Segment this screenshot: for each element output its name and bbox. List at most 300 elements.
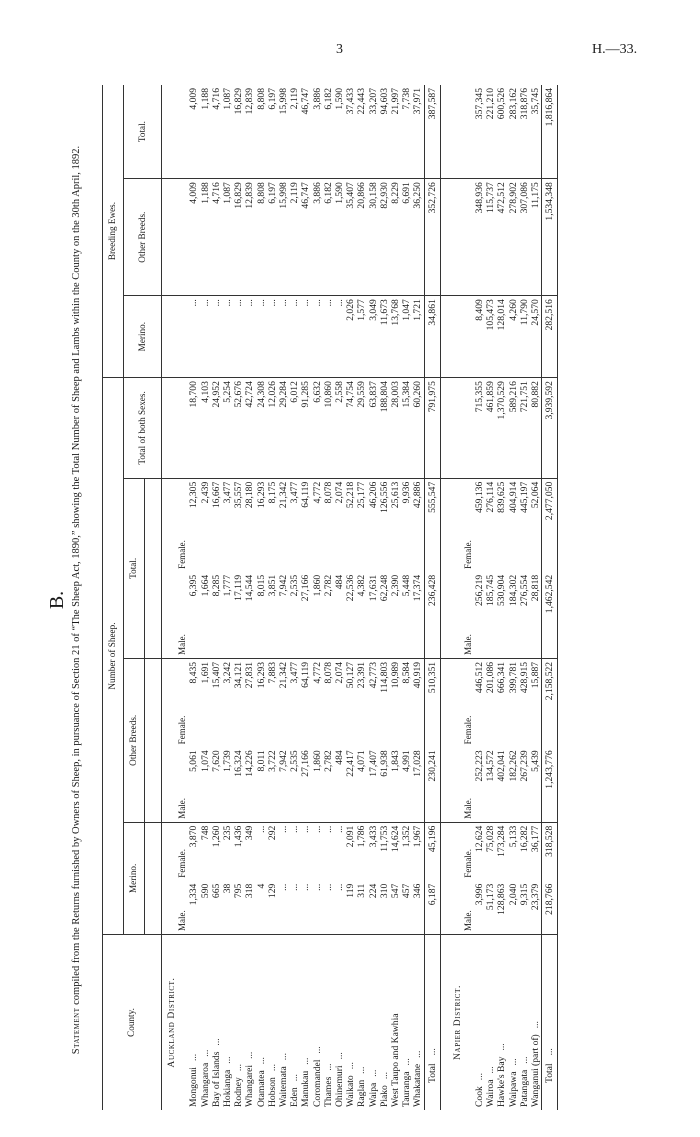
- cell-mm: 224: [368, 881, 379, 935]
- county-name: Waitemata: [278, 1066, 290, 1107]
- leader-dots: ...: [507, 1058, 519, 1066]
- cell-om: 252,223: [474, 747, 485, 822]
- table-row: [289, 85, 300, 1110]
- table-row: [334, 85, 345, 1110]
- cell-mf: 1,436: [233, 825, 245, 848]
- cell-tm: 17,374: [412, 572, 424, 659]
- leader-dots: ...: [199, 1049, 211, 1057]
- cell-tf: 126,556: [378, 481, 390, 513]
- cell-of: 50,127: [345, 661, 357, 689]
- county-name-cell: [390, 935, 401, 1111]
- total-mf: 45,196: [424, 822, 440, 881]
- cell-mm: 2,040: [508, 881, 519, 935]
- county-name-cell: [188, 935, 199, 1111]
- cell-mf: 16,282: [518, 825, 530, 853]
- merino-header: Merino.: [124, 822, 145, 934]
- cell-om: 16,324: [233, 747, 244, 822]
- cell-tb: 18,700: [188, 378, 199, 479]
- cell-mf: 235: [222, 825, 234, 841]
- cell-bt: 3,886: [312, 85, 323, 179]
- table-row: [530, 85, 542, 1110]
- cell-om: 402,041: [496, 747, 507, 822]
- total-tm: 236,428: [424, 572, 440, 659]
- cell-bt: 1,188: [200, 85, 211, 179]
- cell-mf: 1,260: [210, 825, 222, 848]
- total-label: Total: [426, 1063, 438, 1083]
- cell-bm: ...: [256, 296, 267, 378]
- cell-tm: 256,219: [474, 572, 485, 659]
- cell-mf: 1,786: [356, 825, 368, 848]
- cell-bt: 46,747: [300, 85, 311, 179]
- leader-dots: ...: [255, 1057, 267, 1065]
- cell-mm: ...: [323, 881, 334, 935]
- county-name-cell: [334, 935, 345, 1111]
- leader-dots: ...: [367, 1069, 379, 1077]
- district-heading-row: [162, 85, 178, 1110]
- cell-tm: 5,448: [401, 572, 412, 659]
- cell-mm: 51,173: [485, 881, 496, 935]
- cell-tm: 2,390: [390, 572, 401, 659]
- cell-bt: 318,876: [519, 85, 530, 179]
- county-name-cell: [496, 935, 507, 1111]
- leader-dots: ...: [530, 1021, 542, 1029]
- county-name-cell: [312, 935, 323, 1111]
- table-row: [200, 85, 211, 1110]
- cell-tf: 52,218: [345, 481, 357, 509]
- cell-of: 15,407: [210, 661, 222, 689]
- leader-dots: ...: [278, 1053, 290, 1061]
- cell-om: 1,739: [222, 747, 233, 822]
- cell-bt: 283,162: [508, 85, 519, 179]
- cell-mm: ...: [312, 881, 323, 935]
- cell-bt: 8,808: [256, 85, 267, 179]
- total-mm: 6,187: [424, 881, 440, 935]
- cell-bo: 278,902: [508, 179, 519, 296]
- cell-of: 399,781: [507, 661, 519, 694]
- cell-bo: 307,086: [519, 179, 530, 296]
- cell-bo: 4,716: [211, 179, 222, 296]
- table-row: [474, 85, 485, 1110]
- county-name: Coromandel: [311, 1059, 323, 1107]
- cell-bm: ...: [300, 296, 311, 378]
- cell-bt: 6,182: [323, 85, 334, 179]
- cell-tm: 276,554: [519, 572, 530, 659]
- cell-om: 1,843: [390, 747, 401, 822]
- total-label-cell: [542, 935, 558, 1111]
- county-name: Thames: [322, 1076, 334, 1107]
- total-mf: 318,528: [542, 822, 558, 881]
- total-bt: 1,816,864: [542, 85, 558, 179]
- cell-tm: 3,851: [267, 572, 278, 659]
- cell-tf: 52,064: [530, 481, 542, 509]
- male-label: Male.: [463, 747, 474, 822]
- cell-mf: ...: [255, 825, 267, 833]
- county-name: Manukau: [300, 1070, 312, 1107]
- cell-tf: 3,477: [289, 481, 301, 504]
- county-name-cell: [508, 935, 519, 1111]
- cell-bm: 2,026: [345, 296, 356, 378]
- leader-dots: ...: [378, 1071, 390, 1080]
- cell-tf: 46,206: [367, 481, 379, 509]
- cell-bm: 13,768: [390, 296, 401, 378]
- table-row: [412, 85, 424, 1110]
- cell-bm: ...: [188, 296, 199, 378]
- total-tb: 791,975: [424, 378, 440, 479]
- total-tb: 3,939,592: [542, 378, 558, 479]
- cell-tb: 24,952: [211, 378, 222, 479]
- cell-bm: 128,014: [496, 296, 507, 378]
- cell-om: 5,439: [530, 747, 542, 822]
- leader-dots: ...: [401, 1058, 413, 1066]
- cell-bt: 1,087: [222, 85, 233, 179]
- cell-tm: 1,860: [312, 572, 323, 659]
- female-label: Female.: [462, 848, 473, 878]
- county-name: Whangaroa: [199, 1062, 211, 1107]
- cell-bo: 1,188: [200, 179, 211, 296]
- county-name-cell: [256, 935, 267, 1111]
- table-row: [233, 85, 244, 1110]
- cell-mm: 1,334: [188, 881, 199, 935]
- table-row: [300, 85, 311, 1110]
- cell-tb: 6,632: [312, 378, 323, 479]
- county-name-cell: [345, 935, 356, 1111]
- cell-bt: 16,829: [233, 85, 244, 179]
- cell-of: 8,435: [188, 661, 200, 684]
- cell-tf: 8,078: [322, 481, 334, 504]
- county-name-cell: [233, 935, 244, 1111]
- spacer-row: [440, 85, 448, 1110]
- ewes-total-header: Total.: [124, 85, 162, 179]
- cell-of: 15,887: [530, 661, 542, 689]
- cell-tm: 8,285: [211, 572, 222, 659]
- rotated-table-area: [40, 80, 700, 1107]
- sex-label-row: [177, 85, 188, 1110]
- cell-tm: 17,631: [368, 572, 379, 659]
- cell-bm: 105,473: [485, 296, 496, 378]
- cell-mm: 128,863: [496, 881, 507, 935]
- cell-tm: 530,904: [496, 572, 507, 659]
- county-name-cell: [267, 935, 278, 1111]
- cell-mm: 346: [412, 881, 424, 935]
- cell-tm: 27,166: [300, 572, 311, 659]
- cell-bm: ...: [278, 296, 289, 378]
- total-bt: 387,587: [424, 85, 440, 179]
- county-name: Whangarei: [244, 1064, 256, 1107]
- cell-mm: ...: [300, 881, 311, 935]
- female-label: Female.: [462, 540, 473, 569]
- cell-bo: 20,866: [356, 179, 367, 296]
- county-name-cell: [244, 935, 255, 1111]
- table-row: [519, 85, 530, 1110]
- leader-dots: ...: [222, 1056, 234, 1064]
- county-name: Hokianga: [222, 1069, 234, 1107]
- table-row: [508, 85, 519, 1110]
- cell-of: 64,119: [300, 661, 312, 688]
- county-header: County.: [103, 935, 162, 1111]
- cell-mf: ...: [278, 825, 290, 833]
- cell-of: 446,512: [474, 661, 486, 694]
- male-label: Male.: [177, 572, 188, 659]
- county-name: Wanganui (part of): [530, 1034, 542, 1107]
- total-bo: 352,726: [424, 179, 440, 296]
- total-both-sexes-header: Total of both Sexes.: [124, 378, 162, 479]
- cell-tf: 2,439: [199, 481, 211, 504]
- document-code: H.—33.: [592, 42, 638, 57]
- statement-lead: Statement: [71, 1007, 82, 1055]
- cell-bo: 82,930: [379, 179, 390, 296]
- cell-mm: 665: [211, 881, 222, 935]
- cell-bo: 1,087: [222, 179, 233, 296]
- cell-bt: 357,345: [474, 85, 485, 179]
- leader-dots: ...: [233, 1063, 245, 1072]
- county-name-cell: [200, 935, 211, 1111]
- cell-tf: 404,914: [507, 481, 519, 513]
- cell-bm: 1,721: [412, 296, 424, 378]
- cell-of: 1,691: [199, 661, 211, 684]
- county-name: West Taupo and Kawhia: [390, 1013, 402, 1107]
- cell-bm: 24,570: [530, 296, 542, 378]
- cell-tf: 25,177: [356, 481, 368, 509]
- county-name-cell: [289, 935, 300, 1111]
- cell-bt: 35,745: [530, 85, 542, 179]
- cell-tf: 459,136: [474, 481, 486, 513]
- leader-dots: ...: [210, 1038, 222, 1046]
- cell-bo: 1,590: [334, 179, 345, 296]
- county-name: Wairoa: [485, 1079, 497, 1107]
- cell-mf: 36,177: [530, 825, 542, 853]
- cell-bo: 12,839: [244, 179, 255, 296]
- cell-tb: 10,860: [323, 378, 334, 479]
- cell-mm: 310: [379, 881, 390, 935]
- female-label: Female.: [177, 540, 188, 569]
- table-row: [323, 85, 334, 1110]
- cell-tb: 42,724: [244, 378, 255, 479]
- cell-bo: 6,182: [323, 179, 334, 296]
- cell-tb: 4,103: [200, 378, 211, 479]
- cell-bm: ...: [233, 296, 244, 378]
- cell-tf: 25,613: [390, 481, 402, 509]
- cell-mf: 748: [199, 825, 211, 841]
- sex-label-row: [463, 85, 474, 1110]
- county-name: Rodney: [233, 1077, 245, 1107]
- cell-bo: 36,250: [412, 179, 424, 296]
- cell-bo: 30,158: [368, 179, 379, 296]
- county-name: Patangata: [518, 1069, 530, 1107]
- cell-mf: 2,091: [345, 825, 357, 848]
- cell-mm: 9,315: [519, 881, 530, 935]
- county-name: Eden: [289, 1087, 301, 1107]
- cell-mm: 129: [267, 881, 278, 935]
- cell-tm: 2,535: [289, 572, 300, 659]
- cell-om: 2,535: [289, 747, 300, 822]
- number-of-sheep-header: Number of Sheep.: [103, 378, 124, 935]
- sheep-table: [102, 85, 558, 1110]
- cell-mf: 3,433: [367, 825, 379, 848]
- cell-mm: 38: [222, 881, 233, 935]
- cell-tb: 461,859: [485, 378, 496, 479]
- table-letter: B.: [46, 590, 68, 610]
- cell-tf: 21,342: [278, 481, 290, 509]
- cell-bo: 115,737: [485, 179, 496, 296]
- male-label: Male.: [463, 881, 474, 935]
- cell-mf: 173,284: [496, 825, 508, 857]
- leader-dots: ...: [356, 1066, 368, 1074]
- total-bo: 1,534,348: [542, 179, 558, 296]
- cell-bo: 35,407: [345, 179, 356, 296]
- county-name: Hobson: [266, 1077, 278, 1107]
- table-row: [256, 85, 267, 1110]
- leader-dots: ...: [412, 1050, 424, 1058]
- cell-bt: 6,197: [267, 85, 278, 179]
- leader-dots: ...: [426, 1048, 438, 1056]
- cell-tb: 74,754: [345, 378, 356, 479]
- cell-mm: 590: [200, 881, 211, 935]
- cell-bo: 8,229: [390, 179, 401, 296]
- total-label-cell: [424, 935, 440, 1111]
- cell-om: 8,011: [256, 747, 267, 822]
- cell-tf: 28,180: [244, 481, 256, 509]
- leader-dots: ...: [300, 1057, 312, 1065]
- table-row: [211, 85, 222, 1110]
- total-of: 510,351: [424, 658, 440, 747]
- county-name-cell: [356, 935, 367, 1111]
- cell-tm: 2,782: [323, 572, 334, 659]
- total-tm: 1,462,542: [542, 572, 558, 659]
- total-tf: 2,477,050: [542, 478, 558, 572]
- leader-dots: ...: [345, 1062, 357, 1070]
- leader-dots: ...: [188, 1053, 200, 1062]
- page-number: 3: [336, 42, 343, 57]
- cell-tb: 24,308: [256, 378, 267, 479]
- table-row: [345, 85, 356, 1110]
- county-name: Raglan: [356, 1079, 368, 1107]
- cell-bm: 3,049: [368, 296, 379, 378]
- county-name: Whakatane: [412, 1063, 424, 1107]
- cell-bm: ...: [244, 296, 255, 378]
- cell-tm: 28,818: [530, 572, 542, 659]
- cell-om: 3,722: [267, 747, 278, 822]
- table-row: [390, 85, 401, 1110]
- leader-dots: ...: [289, 1074, 301, 1082]
- cell-mf: 14,624: [390, 825, 402, 853]
- cell-tb: 29,284: [278, 378, 289, 479]
- cell-of: 8,584: [401, 661, 413, 684]
- cell-om: 4,071: [356, 747, 367, 822]
- cell-mm: 457: [401, 881, 412, 935]
- cell-of: 21,342: [278, 661, 290, 689]
- cell-bo: 4,009: [188, 179, 199, 296]
- table-row: [401, 85, 412, 1110]
- cell-bm: ...: [211, 296, 222, 378]
- cell-bm: ...: [323, 296, 334, 378]
- cell-bm: ...: [267, 296, 278, 378]
- cell-tm: 7,942: [278, 572, 289, 659]
- leader-dots: ...: [544, 1048, 556, 1056]
- cell-of: 114,803: [378, 661, 390, 693]
- cell-bo: 15,998: [278, 179, 289, 296]
- leader-dots: ...: [322, 1063, 334, 1071]
- cell-bt: 4,009: [188, 85, 199, 179]
- cell-om: 182,262: [508, 747, 519, 822]
- cell-tf: 839,625: [496, 481, 508, 513]
- cell-om: 4,991: [401, 747, 412, 822]
- county-name-cell: [222, 935, 233, 1111]
- statement-heading: [70, 90, 83, 1110]
- county-name: Ohinemuri: [334, 1065, 346, 1107]
- total-header: Total.: [124, 478, 145, 658]
- statement-text: compiled from the Returns furnished by Owners of Sheep, in pursuance of Section 21 of “The Sheep Act, 1890,” showing the Total Number of Sheep and Lambs within the County on the 30th April, 1892.: [71, 145, 82, 1005]
- cell-mm: ...: [334, 881, 345, 935]
- table-row: [278, 85, 289, 1110]
- table-row: [485, 85, 496, 1110]
- cell-bm: 4,260: [508, 296, 519, 378]
- other-breeds-header: Other Breeds.: [124, 658, 145, 822]
- female-label: Female.: [462, 715, 473, 745]
- cell-mm: ...: [289, 881, 300, 935]
- cell-of: 27,831: [244, 661, 256, 689]
- cell-bm: 8,409: [474, 296, 485, 378]
- cell-bt: 37,433: [345, 85, 356, 179]
- table-row: [496, 85, 507, 1110]
- cell-tm: 62,248: [379, 572, 390, 659]
- cell-mm: ...: [278, 881, 289, 935]
- county-name: Tauranga: [401, 1071, 413, 1107]
- cell-of: 7,883: [266, 661, 278, 684]
- cell-om: 7,620: [211, 747, 222, 822]
- table-row: [368, 85, 379, 1110]
- cell-tb: 91,285: [300, 378, 311, 479]
- cell-tb: 2,558: [334, 378, 345, 479]
- cell-tb: 188,804: [379, 378, 390, 479]
- leader-dots: ...: [485, 1066, 497, 1074]
- cell-tf: 3,477: [222, 481, 234, 504]
- table-body: [162, 85, 558, 1110]
- table-row: [379, 85, 390, 1110]
- leader-dots: ...: [518, 1056, 530, 1064]
- cell-mf: 1,352: [401, 825, 413, 848]
- cell-tb: 6,012: [289, 378, 300, 479]
- cell-bo: 8,808: [256, 179, 267, 296]
- cell-om: 5,061: [188, 747, 199, 822]
- county-name: Mongonui: [188, 1067, 200, 1107]
- cell-om: 22,417: [345, 747, 356, 822]
- total-om: 1,243,776: [542, 747, 558, 822]
- cell-mm: 311: [356, 881, 367, 935]
- cell-bt: 12,839: [244, 85, 255, 179]
- county-name-cell: [401, 935, 412, 1111]
- cell-of: 42,773: [367, 661, 379, 689]
- cell-bo: 472,512: [496, 179, 507, 296]
- cell-bo: 348,936: [474, 179, 485, 296]
- county-name-cell: [300, 935, 311, 1111]
- district-heading-row: [448, 85, 463, 1110]
- county-name-cell: [412, 935, 424, 1111]
- total-om: 230,241: [424, 747, 440, 822]
- cell-bt: 94,603: [379, 85, 390, 179]
- county-name: Waipawa: [507, 1071, 519, 1107]
- cell-bo: 6,197: [267, 179, 278, 296]
- cell-mm: 23,379: [530, 881, 542, 935]
- cell-tf: 9,936: [401, 481, 413, 504]
- cell-mf: 11,753: [378, 825, 390, 852]
- cell-om: 2,782: [323, 747, 334, 822]
- cell-mf: 292: [266, 825, 278, 841]
- cell-tb: 715,355: [474, 378, 485, 479]
- cell-bm: ...: [312, 296, 323, 378]
- table-row: [188, 85, 199, 1110]
- cell-om: 61,938: [379, 747, 390, 822]
- county-name-cell: [211, 935, 222, 1111]
